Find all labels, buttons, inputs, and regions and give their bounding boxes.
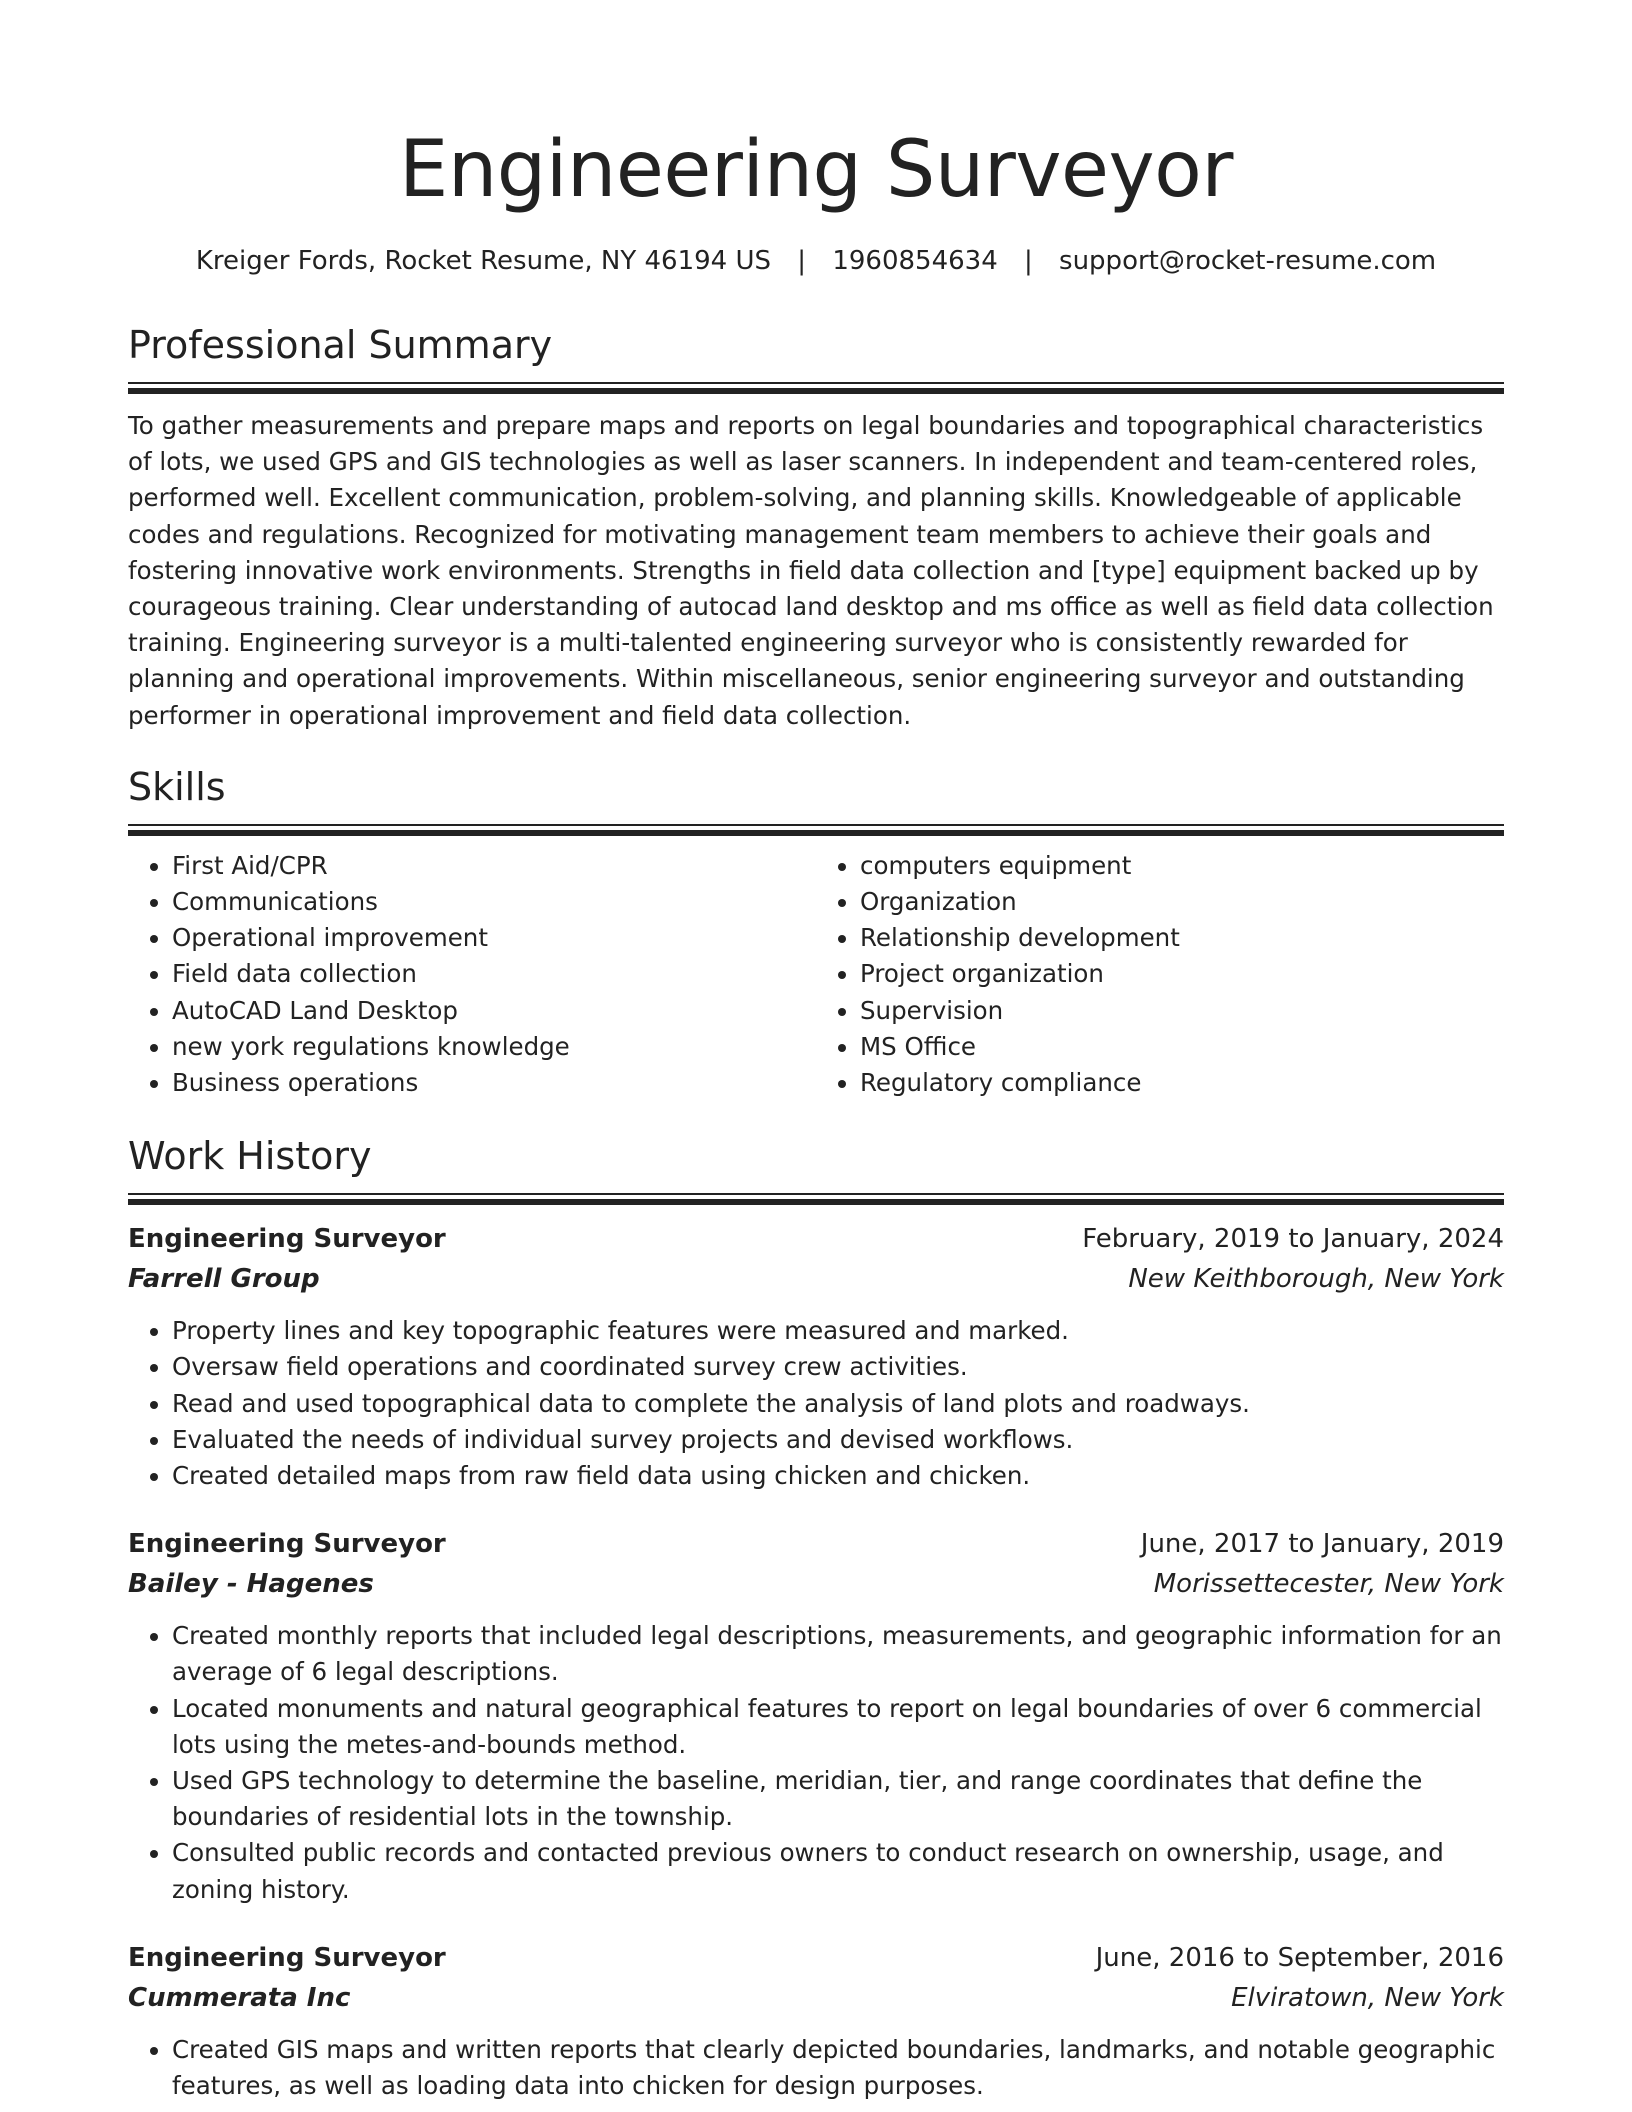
skills-title: Skills bbox=[128, 764, 226, 809]
job-bullet: • Property lines and key topographic features were measured and marked. bbox=[172, 1313, 1504, 1349]
summary-section bbox=[128, 322, 1504, 734]
job-bullets bbox=[128, 2032, 1504, 2104]
skill-item: • Organization bbox=[860, 884, 1504, 920]
job-location: Elviratown, New York bbox=[1231, 1982, 1504, 2013]
job-location: New Keithborough, New York bbox=[1128, 1264, 1504, 1295]
job-company: Cummerata Inc bbox=[128, 1982, 351, 2013]
job-bullets bbox=[128, 1313, 1504, 1494]
contact-line bbox=[128, 244, 1504, 278]
job-dates: June, 2017 to January, 2019 bbox=[1140, 1529, 1504, 1560]
section-divider bbox=[128, 1193, 1504, 1205]
job-bullet: • Created monthly reports that included legal descriptions, measurements, and geographic information for an average of 6 legal descriptions. bbox=[172, 1618, 1504, 1690]
job-bullet: • Located monuments and natural geographical features to report on legal boundaries of over 6 commercial lots using the metes-and-bounds method. bbox=[172, 1691, 1504, 1763]
job-bullet: • Consulted public records and contacted previous owners to conduct research on ownership, usage, and zoning history. bbox=[172, 1835, 1504, 1907]
job-dates: February, 2019 to January, 2024 bbox=[1082, 1224, 1504, 1255]
job-title: Engineering Surveyor bbox=[128, 1224, 446, 1255]
contact-phone: 1960854634 bbox=[832, 246, 998, 276]
summary-title: Professional Summary bbox=[128, 323, 553, 367]
skill-item: • First Aid/CPR bbox=[172, 848, 816, 884]
contact-separator: | bbox=[1024, 246, 1033, 276]
contact-email: support@rocket-resume.com bbox=[1059, 246, 1437, 276]
job-company: Bailey - Hagenes bbox=[128, 1569, 374, 1600]
job-dates: June, 2016 to September, 2016 bbox=[1095, 1942, 1504, 1973]
job-header bbox=[128, 1524, 1504, 1564]
job-entry bbox=[128, 1524, 1504, 1908]
job-bullet: • Created detailed maps from raw field data using chicken and chicken. bbox=[172, 1458, 1504, 1494]
skills-list-left bbox=[128, 848, 816, 1101]
job-bullet: • Evaluated the needs of individual survey projects and devised workflows. bbox=[172, 1422, 1504, 1458]
skill-item: • Operational improvement bbox=[172, 920, 816, 956]
job-company: Farrell Group bbox=[128, 1264, 320, 1295]
contact-address: Kreiger Fords, Rocket Resume, NY 46194 US bbox=[195, 246, 772, 276]
skill-item: • Regulatory compliance bbox=[860, 1065, 1504, 1101]
job-location: Morissettecester, New York bbox=[1153, 1569, 1504, 1600]
skill-item: • AutoCAD Land Desktop bbox=[172, 993, 816, 1029]
section-divider bbox=[128, 824, 1504, 836]
skill-item: • new york regulations knowledge bbox=[172, 1029, 816, 1065]
skill-item: • Field data collection bbox=[172, 956, 816, 992]
job-header bbox=[128, 1938, 1504, 1978]
job-bullet: • Used GPS technology to determine the baseline, meridian, tier, and range coordinates that define the boundaries of residential lots in the township. bbox=[172, 1763, 1504, 1835]
job-bullet: • Created GIS maps and written reports that clearly depicted boundaries, landmarks, and notable geographic features, as well as loading data into chicken for design purposes. bbox=[172, 2032, 1504, 2104]
job-bullet: • Read and used topographical data to complete the analysis of land plots and roadways. bbox=[172, 1386, 1504, 1422]
skills-columns bbox=[128, 848, 1504, 1101]
work-history-title: Work History bbox=[128, 1134, 372, 1179]
job-title: Engineering Surveyor bbox=[128, 1529, 446, 1560]
resume-name: Engineering Surveyor bbox=[399, 125, 1233, 215]
skill-item: • MS Office bbox=[860, 1029, 1504, 1065]
contact-separator: | bbox=[797, 246, 807, 276]
job-bullets bbox=[128, 1618, 1504, 1908]
work-history-section bbox=[128, 1133, 1504, 2104]
skill-item: • Communications bbox=[172, 884, 816, 920]
job-subheader bbox=[128, 1564, 1504, 1604]
skills-section bbox=[128, 764, 1504, 1101]
job-title: Engineering Surveyor bbox=[128, 1942, 446, 1973]
skill-item: • computers equipment bbox=[860, 848, 1504, 884]
job-bullet: • Oversaw field operations and coordinated survey crew activities. bbox=[172, 1349, 1504, 1385]
skill-item: • Relationship development bbox=[860, 920, 1504, 956]
section-divider bbox=[128, 382, 1504, 394]
job-subheader bbox=[128, 1978, 1504, 2018]
job-header bbox=[128, 1219, 1504, 1259]
skill-item: • Business operations bbox=[172, 1065, 816, 1101]
job-subheader bbox=[128, 1259, 1504, 1299]
job-entry bbox=[128, 1219, 1504, 1494]
job-entry bbox=[128, 1938, 1504, 2104]
summary-text: To gather measurements and prepare maps and reports on legal boundaries and topographical characteristics of lots, we used GPS and GIS technologies as well as laser scanners. In independent and team-centered roles, performed well. Excellent communication, problem-solving, and planning skills. Knowledgeable of applicable codes and regulations. Recognized for motivating management team members to achieve their goals and fostering innovative work environments. Strengths in field data collection and [type] equipment backed up by courageous training. Clear understanding of autocad land desktop and ms office as well as field data collection training. Engineering surveyor is a multi-talented engineering surveyor who is consistently rewarded for planning and operational improvements. Within miscellaneous, senior engineering surveyor and outstanding performer in operational improvement and field data collection. bbox=[128, 411, 1494, 730]
skills-list-right bbox=[816, 848, 1504, 1101]
skill-item: • Project organization bbox=[860, 956, 1504, 992]
skill-item: • Supervision bbox=[860, 993, 1504, 1029]
